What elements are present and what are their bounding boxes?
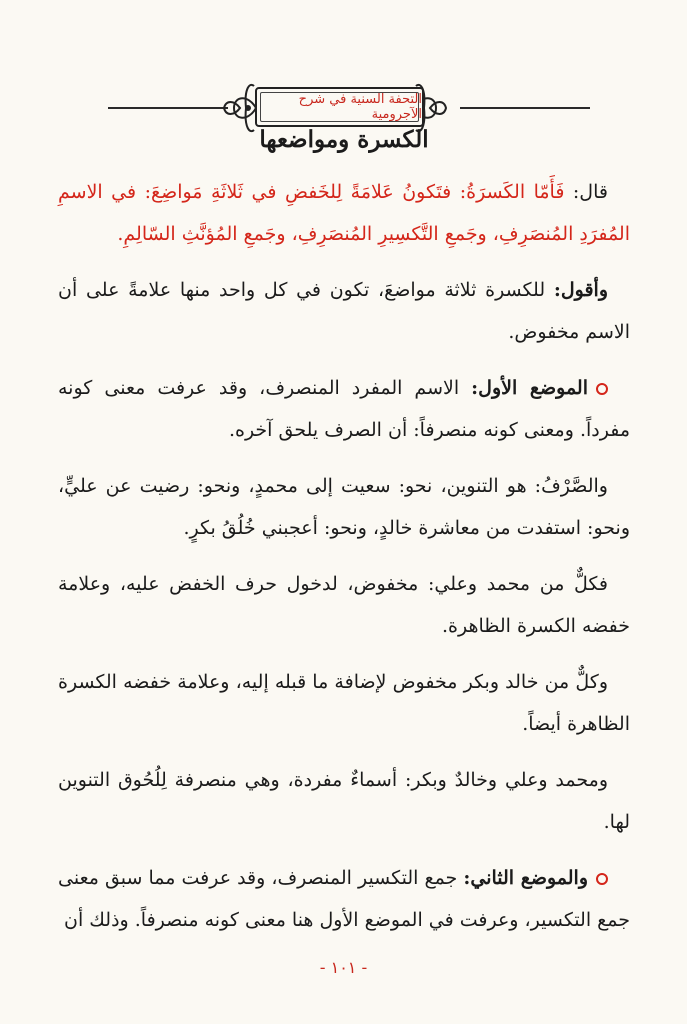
paragraph: [58, 857, 630, 941]
bullet-circle-icon: [596, 873, 608, 885]
paragraph: [58, 661, 630, 745]
paragraph-lead: قال:: [572, 181, 608, 203]
paragraph-text: فكلٌّ من محمد وعلي: مخفوض، لدخول حرف الخفض عليه، وعلامة خفضه الكسرة الظاهرة.: [58, 573, 630, 637]
paragraph-lead: والموضع الثاني:: [463, 867, 588, 889]
paragraph-lead: وأقول:: [553, 279, 608, 301]
paragraph: [58, 465, 630, 549]
bullet-circle-icon: [596, 383, 608, 395]
paragraph-text: جمع التكسير المنصرف، وقد عرفت مما سبق معنى جمع التكسير، وعرفت في الموضع الأول هنا معنى كونه منصرفاً. وذلك أن: [58, 867, 630, 931]
paragraph: [58, 269, 630, 353]
paragraph: [58, 367, 630, 451]
page-number: - ١٠١ -: [319, 958, 368, 977]
paragraph-text: الاسم المفرد المنصرف، وقد عرفت معنى كونه مفرداً. ومعنى كونه منصرفاً: أن الصرف يلحق آخره.: [58, 377, 630, 441]
header-title-box: [255, 87, 424, 127]
running-title: التحفة السنية في شرح الآجرومية: [298, 92, 422, 122]
paragraph-text: وكلٌّ من خالد وبكر مخفوض لإضافة ما قبله إليه، وعلامة خفضه الكسرة الظاهرة أيضاً.: [58, 671, 630, 735]
paragraph: [58, 759, 630, 843]
header-rule-left: [108, 107, 228, 109]
section-heading: الكسرة ومواضعها: [259, 126, 429, 153]
paragraph-text: والصَّرْفُ: هو التنوين، نحو: سعيت إلى محمدٍ، ونحو: رضيت عن عليٍّ، ونحو: استفدت من معاشرة خالدٍ، ونحو: أعجبني خُلُقُ بكرٍ.: [58, 475, 630, 539]
page-body: [58, 118, 630, 955]
matn-text: فَأَمّا الكَسرَةُ: فتَكونُ عَلامَةً لِلخَفضِ في ثَلاثَةِ مَواضِعَ: في الاسمِ المُفرَدِ المُنصَرِفِ، وجَمعِ التَّكسِيرِ المُنصَرِفِ، وجَمعِ المُؤنَّثِ السّالِمِ.: [58, 181, 630, 245]
paragraph-text: ومحمد وعلي وخالدٌ وبكر: أسماءٌ مفردة، وهي منصرفة لِلُحُوق التنوين لها.: [58, 769, 630, 833]
paragraph-lead: الموضع الأول:: [471, 377, 589, 399]
paragraph-text: للكسرة ثلاثة مواضعَ، تكون في كل واحد منها علامةً على أن الاسم مخفوض.: [58, 279, 630, 343]
header-rule-right: [460, 107, 590, 109]
paragraph: [58, 563, 630, 647]
paragraph-quote: [58, 171, 630, 255]
page-header: [0, 38, 687, 122]
